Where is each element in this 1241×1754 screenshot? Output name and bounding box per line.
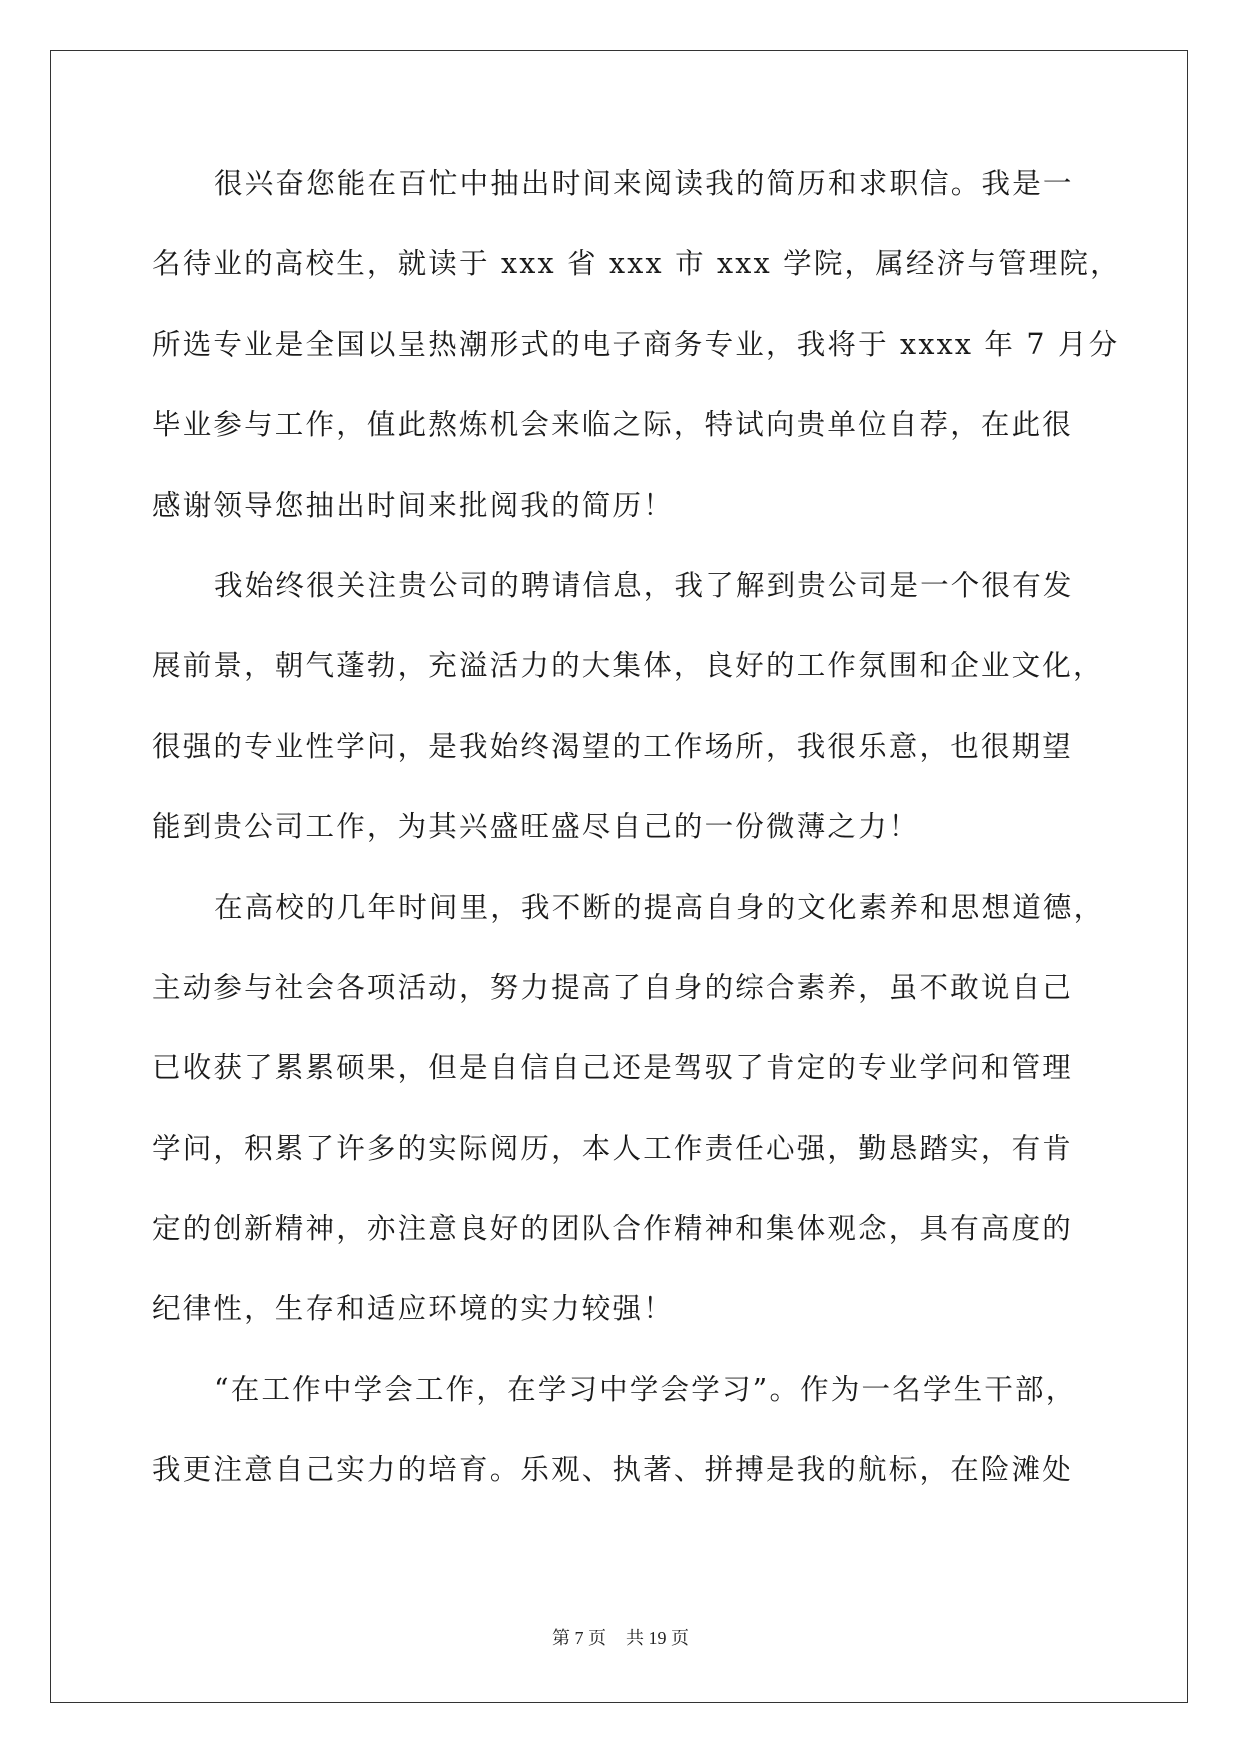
text-line: 能到贵公司工作，为其兴盛旺盛尽自己的一份微薄之力！ — [152, 810, 920, 844]
text-line: 名待业的高校生，就读于 xxx 省 xxx 市 xxx 学院，属经济与管理院， — [152, 247, 1121, 281]
text-line: 感谢领导您抽出时间来批阅我的简历！ — [152, 488, 674, 522]
page-number-total: 共 19 页 — [626, 1628, 689, 1648]
text-line: 定的创新精神，亦注意良好的团队合作精神和集体观念，具有高度的 — [152, 1212, 1074, 1246]
text-line: 所选专业是全国以呈热潮形式的电子商务专业，我将于 xxxx 年 7 月分 — [152, 327, 1120, 361]
text-line: 毕业参与工作，值此熬炼机会来临之际，特试向贵单位自荐，在此很 — [152, 408, 1074, 442]
page-footer — [0, 1624, 1241, 1650]
text-line: 已收获了累累硕果，但是自信自己还是驾驭了肯定的专业学问和管理 — [152, 1051, 1074, 1085]
document-body — [152, 158, 1121, 1525]
text-line: 主动参与社会各项活动，努力提高了自身的综合素养，虽不敢说自己 — [152, 970, 1074, 1004]
paragraph-first-line: 在高校的几年时间里，我不断的提高自身的文化素养和思想道德， — [214, 890, 1105, 924]
text-line: 展前景，朝气蓬勃，充溢活力的大集体，良好的工作氛围和企业文化， — [152, 649, 1104, 683]
paragraph-first-line: “在工作中学会工作，在学习中学会学习”。作为一名学生干部， — [214, 1372, 1077, 1406]
page-number-current: 第 7 页 — [552, 1628, 606, 1648]
paragraph-first-line: 我始终很关注贵公司的聘请信息，我了解到贵公司是一个很有发 — [214, 568, 1074, 602]
text-line: 我更注意自己实力的培育。乐观、执著、拼搏是我的航标，在险滩处 — [152, 1453, 1074, 1487]
paragraph-first-line: 很兴奋您能在百忙中抽出时间来阅读我的简历和求职信。我是一 — [214, 167, 1074, 200]
text-line: 很强的专业性学问，是我始终渴望的工作场所，我很乐意，也很期望 — [152, 729, 1074, 763]
text-line: 学问，积累了许多的实际阅历，本人工作责任心强，勤恳踏实，有肯 — [152, 1131, 1074, 1165]
text-line: 纪律性，生存和适应环境的实力较强！ — [152, 1292, 674, 1326]
